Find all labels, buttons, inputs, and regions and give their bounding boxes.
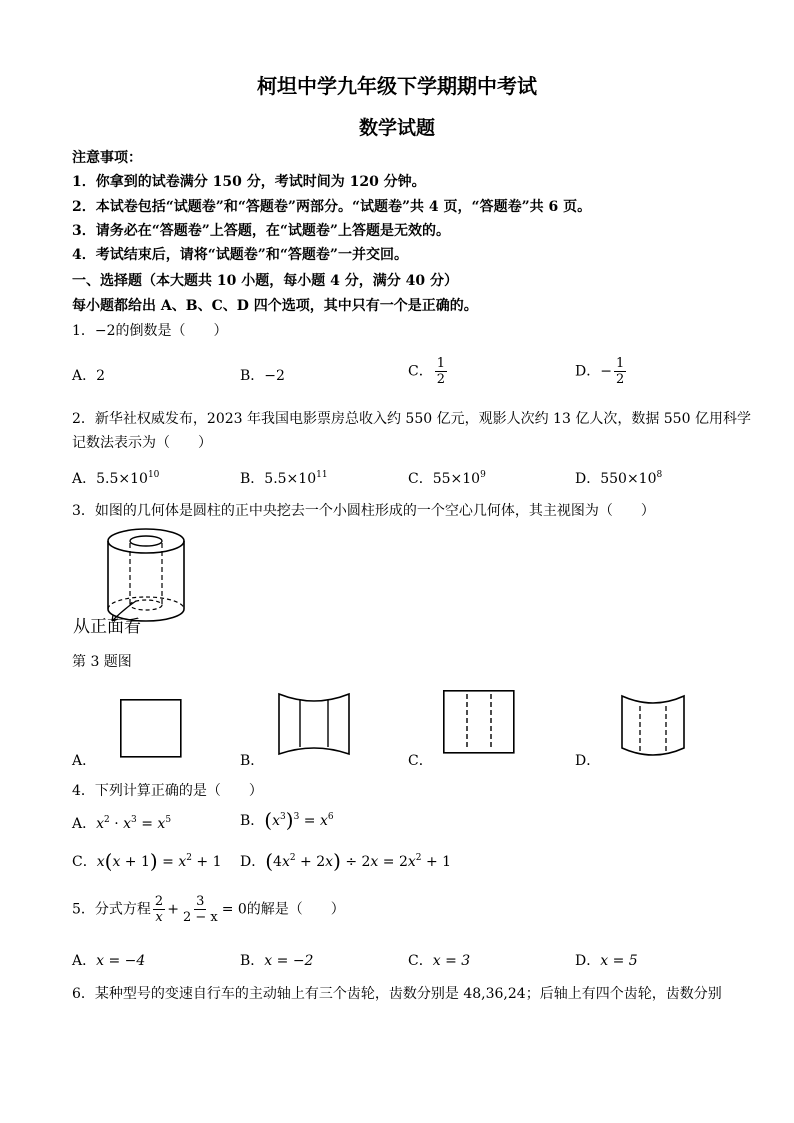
q2-option-a[interactable]: A．$5.5\times 10^{10}$ <box>72 470 160 487</box>
option-value: 2 <box>96 368 106 384</box>
q4-option-c[interactable]: C．$x(x + 1) = x^2 + 1$ <box>72 849 222 873</box>
exam-subtitle: 数学试题 <box>358 117 435 139</box>
q5-option-a[interactable]: A．x = −4 <box>72 953 146 969</box>
q5-option-d[interactable]: D．x = 5 <box>575 953 638 969</box>
q4-option-a[interactable]: A．$x^2 \cdot x^3 = x^5$ <box>72 815 172 832</box>
note-item: 2．本试卷包括“试题卷”和“答题卷”两部分。“试题卷”共 4 页，“答题卷”共 6 页。 <box>72 199 592 215</box>
option-label: C． <box>408 363 433 380</box>
option-label: D． <box>575 363 601 380</box>
option-label: A． <box>72 368 97 384</box>
q3-option-b-curved-figure <box>278 690 350 762</box>
q5-option-c[interactable]: C．x = 3 <box>408 953 471 969</box>
q3-option-d-arched-figure <box>620 690 686 762</box>
note-item: 3．请务必在“答题卷”上答题，在“试题卷”上答题是无效的。 <box>72 223 450 239</box>
question-3-stem: 3．如图的几何体是圆柱的正中央挖去一个小圆柱形成的一个空心几何体，其主视图为（ ） <box>72 503 655 519</box>
q2-option-b[interactable]: B．$5.5\times 10^{11}$ <box>240 470 328 487</box>
question-6-stem: 6．某种型号的变速自行车的主动轴上有三个齿轮，齿数分别是 48,36,24；后轴上有四个齿轮，齿数分别 <box>72 986 722 1002</box>
q3-option-a-square-figure <box>120 699 182 759</box>
question-4-stem: 4．下列计算正确的是（ ） <box>72 783 263 799</box>
q3-option-d[interactable]: D． <box>575 753 601 769</box>
question-2-stem-line1: 2．新华社权威发布，2023 年我国电影票房总收入约 550 亿元，观影人次约 13 亿人次，数据 550 亿用科学 <box>72 411 751 427</box>
notes-heading: 注意事项： <box>72 150 142 166</box>
q4-option-d[interactable]: D．$(4x^2 + 2x) \div 2x = 2x^2 + 1$ <box>240 849 452 873</box>
exam-title: 柯坦中学九年级下学期期中考试 <box>257 74 537 98</box>
q1-option-d[interactable]: D．− $\frac{1}{2}$ <box>575 356 625 387</box>
fraction: $\frac{3}{2 - x}$ <box>182 894 218 925</box>
option-label: B． <box>240 368 265 384</box>
q3-option-c[interactable]: C． <box>408 753 433 769</box>
q5-option-b[interactable]: B．x = −2 <box>240 953 314 969</box>
q1-option-c[interactable] <box>408 356 449 387</box>
fraction: $\frac{1}{2}$ <box>615 356 625 387</box>
q2-option-c[interactable]: C．$55\times 10^9$ <box>408 470 486 487</box>
q2-option-d[interactable]: D．$550\times 10^8$ <box>575 470 663 487</box>
q1-option-a[interactable] <box>72 367 105 385</box>
q3-option-c-rect-dashed-figure <box>443 690 515 754</box>
fraction: $\frac{2}{x}$ <box>154 894 164 925</box>
fraction: $\frac{1}{2}$ <box>436 356 445 387</box>
question-1-stem: 1．−2的倒数是（ ） <box>72 323 228 339</box>
section-heading: 一、选择题（本大题共 10 小题，每小题 4 分，满分 40 分） <box>72 273 458 289</box>
question-2-stem-line2: 记数法表示为（ ） <box>72 435 212 451</box>
note-item: 4．考试结束后，请将“试题卷”和“答题卷”一并交回。 <box>72 247 408 263</box>
q1-option-b[interactable] <box>240 367 285 385</box>
q3-option-a[interactable]: A． <box>72 753 97 769</box>
section-instruction: 每小题都给出 A、B、C、D 四个选项，其中只有一个是正确的。 <box>72 298 478 314</box>
figure-label: 第 3 题图 <box>72 654 132 670</box>
q4-option-b[interactable]: B．$(x^3)^3 = x^6$ <box>240 808 334 832</box>
note-item: 1．你拿到的试卷满分 150 分，考试时间为 120 分钟。 <box>72 174 426 190</box>
option-value: −2 <box>264 368 285 384</box>
figure-view-caption: 从正面看 <box>73 617 141 637</box>
question-5-stem: 5．分式方程 $\frac{2}{x}$ + $\frac{3}{2 - x}$ = 0的解是（ ） <box>72 894 345 925</box>
q3-option-b[interactable]: B． <box>240 753 265 769</box>
